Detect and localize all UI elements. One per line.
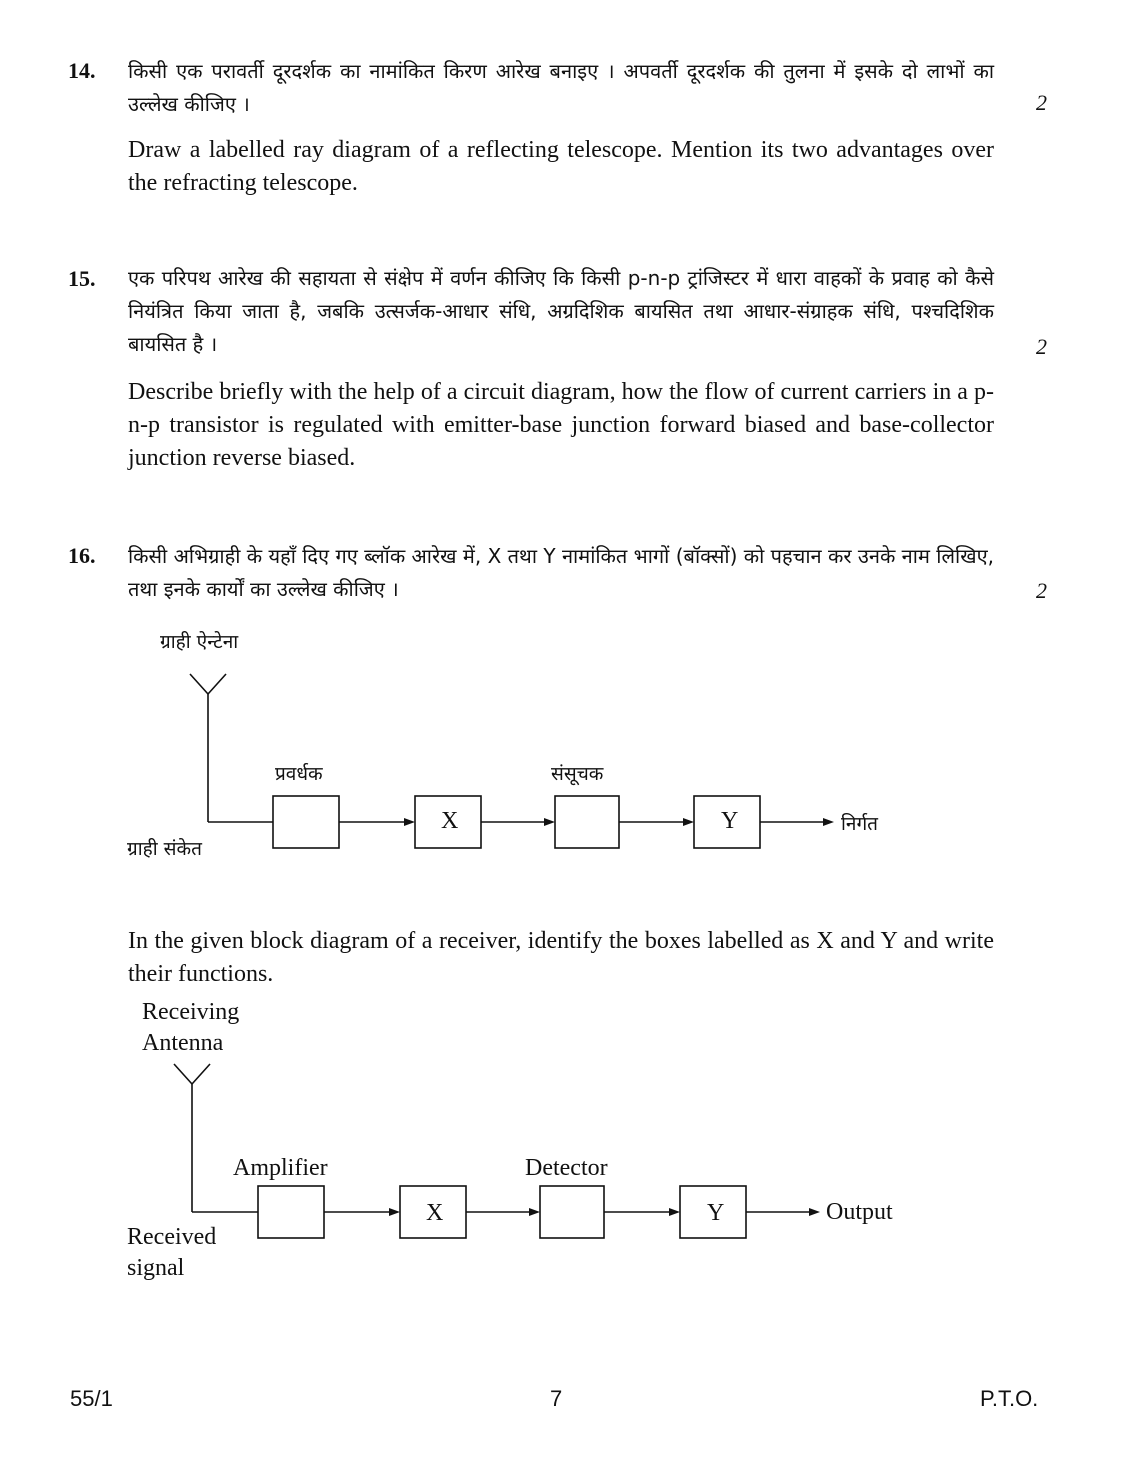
question-14-hindi: किसी एक परावर्ती दूरदर्शक का नामांकित किरण आरेख बनाइए । अपवर्ती दूरदर्शक की तुलना में इसके दो लाभों का उल्लेख कीजिए ।: [128, 59, 994, 116]
arrowhead-icon: [389, 1208, 400, 1216]
question-14-marks: 2: [1036, 90, 1047, 115]
y-box-label: Y: [707, 1200, 725, 1226]
output-label: Output: [826, 1199, 893, 1225]
antenna-left-arm-icon: [174, 1064, 192, 1084]
question-16-hindi: किसी अभिग्राही के यहाँ दिए गए ब्लॉक आरेख में, X तथा Y नामांकित भागों (बॉक्सों) को पहचान कर उनके नाम लिखिए, तथा इनके कार्यों का उल्लेख कीजिए ।: [128, 544, 994, 601]
paper-code: 55/1: [70, 1386, 113, 1411]
arrowhead-icon: [404, 818, 415, 826]
antenna-right-arm-icon: [208, 674, 226, 694]
amplifier-box: [273, 796, 339, 848]
question-15-marks: 2: [1036, 334, 1047, 359]
question-14-number: 14.: [68, 58, 96, 83]
arrowhead-icon: [669, 1208, 680, 1216]
antenna-left-arm-icon: [190, 674, 208, 694]
amplifier-label: Amplifier: [233, 1155, 328, 1181]
detector-box: [540, 1186, 604, 1238]
received-label-line2: signal: [127, 1255, 185, 1281]
please-turn-over: P.T.O.: [980, 1386, 1039, 1411]
antenna-label-line2: Antenna: [142, 1030, 224, 1056]
question-14-english: Draw a labelled ray diagram of a reflecting telescope. Mention its two advantages over the refracting telescope.: [128, 137, 994, 196]
arrowhead-icon: [809, 1208, 820, 1216]
arrowhead-icon: [544, 818, 555, 826]
question-15-english: Describe briefly with the help of a circuit diagram, how the flow of current carriers in a p-n-p transistor is regulated with emitter-base junction forward biased and base-collector junction reverse biased.: [128, 379, 994, 471]
received-label-line1: Received: [127, 1224, 217, 1250]
question-16-marks: 2: [1036, 578, 1047, 603]
detector-box: [555, 796, 619, 848]
question-16-number: 16.: [68, 543, 96, 568]
arrowhead-icon: [823, 818, 834, 826]
arrowhead-icon: [683, 818, 694, 826]
arrowhead-icon: [529, 1208, 540, 1216]
detector-label: Detector: [525, 1155, 608, 1181]
antenna-label-hindi: ग्राही ऐन्टेना: [160, 631, 239, 653]
question-16-english: In the given block diagram of a receiver, identify the boxes labelled as X and Y and write their functions.: [128, 928, 994, 987]
amplifier-label-hindi: प्रवर्धक: [275, 763, 323, 785]
question-15-hindi: एक परिपथ आरेख की सहायता से संक्षेप में वर्णन कीजिए कि किसी p-n-p ट्रांजिस्टर में धारा वाहकों के प्रवाह को कैसे नियंत्रित किया जाता है, जबकि उत्सर्जक-आधार संधि, अग्रदिशिक बायसित तथा आधार-संग्राहक संधि, पश्चदिशिक बायसित है ।: [128, 266, 994, 356]
output-label-hindi: निर्गत: [841, 813, 878, 835]
x-box-label: X: [426, 1200, 444, 1226]
received-signal-label-hindi: ग्राही संकेत: [127, 838, 202, 860]
page-number: 7: [550, 1386, 563, 1411]
antenna-label-line1: Receiving: [142, 999, 240, 1025]
diagram-lines-english: [0, 1040, 1128, 1260]
amplifier-box: [258, 1186, 324, 1238]
detector-label-hindi: संसूचक: [551, 763, 604, 785]
question-15-number: 15.: [68, 266, 96, 291]
antenna-right-arm-icon: [192, 1064, 210, 1084]
y-box-label-hindi: Y: [721, 808, 739, 834]
x-box-label-hindi: X: [441, 808, 459, 834]
